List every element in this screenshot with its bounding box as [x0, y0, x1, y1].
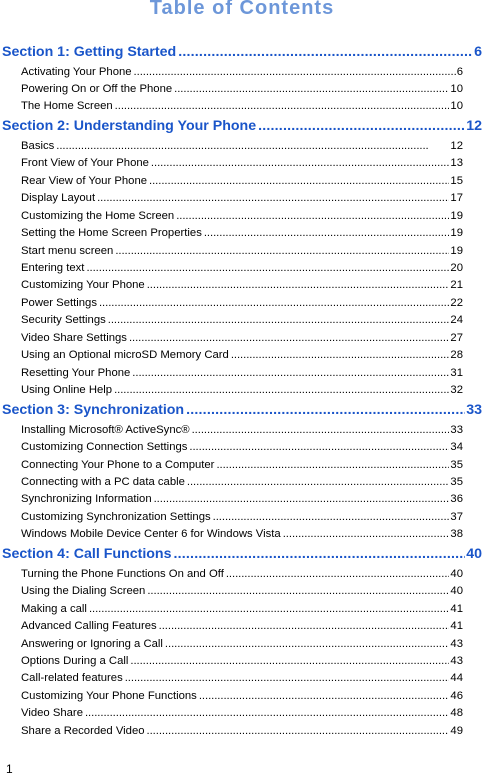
toc-leader-dots: [226, 568, 450, 580]
toc-leader-dots: [134, 66, 456, 78]
toc-leader-dots: [187, 476, 450, 488]
toc-entry-page: 12: [450, 139, 463, 152]
toc-entry-page: 6: [456, 65, 463, 78]
toc-leader-dots: [149, 175, 449, 187]
toc-entry-page: 19: [450, 227, 463, 240]
toc-leader-dots: [125, 672, 450, 684]
toc-leader-dots: [132, 367, 449, 379]
toc-leader-dots: [147, 725, 450, 737]
toc-leader-dots: [115, 245, 449, 257]
toc-entry-page: 37: [450, 510, 463, 523]
toc-entry-label: Entering text: [21, 262, 85, 274]
toc-entry[interactable]: [21, 367, 463, 382]
toc-entry-page: 34: [450, 441, 463, 454]
toc-section-page: 33: [466, 402, 482, 419]
toc-leader-dots: [86, 262, 449, 274]
toc-entry-label: Basics: [21, 139, 55, 152]
toc-leader-dots: [129, 332, 449, 344]
toc-entry[interactable]: [21, 528, 463, 543]
toc-entry[interactable]: [21, 620, 463, 635]
toc-entry[interactable]: [21, 140, 463, 155]
toc-entry-label: Powering On or Off the Phone: [21, 82, 173, 95]
toc-entry-page: 19: [450, 244, 463, 257]
toc-entry-label: Customizing Your Phone: [21, 279, 145, 292]
toc-entry-label: Video Share Settings: [21, 331, 127, 344]
toc-entry[interactable]: [21, 175, 463, 190]
toc-entry-label: Security Settings: [21, 314, 106, 327]
toc-entry[interactable]: [21, 725, 463, 740]
toc-section-page: 40: [466, 546, 482, 563]
toc-entry-page: 41: [450, 602, 463, 615]
toc-leader-dots: [231, 349, 450, 361]
toc-entry[interactable]: [21, 384, 463, 399]
toc-entry-label: Video Share: [21, 707, 83, 720]
toc-entry-label: Customizing Synchronization Settings: [21, 510, 211, 523]
toc-entry-page: 22: [450, 296, 463, 309]
toc-entry-page: 13: [450, 157, 463, 170]
toc-entry-label: Windows Mobile Device Center 6 for Windows Vista: [21, 528, 281, 541]
toc-entry-label: Options During a Call: [21, 655, 129, 667]
toc-leader-dots: [147, 279, 450, 291]
toc-entry-page: 49: [450, 724, 463, 737]
toc-entry-page: 32: [450, 384, 463, 397]
toc-entry-label: Making a call: [21, 602, 87, 615]
toc-leader-dots: [151, 157, 450, 169]
toc-entry[interactable]: [21, 245, 463, 260]
toc-entry[interactable]: [21, 83, 463, 98]
toc-section-heading[interactable]: [2, 546, 484, 565]
toc-entry-page: 10: [450, 82, 463, 95]
toc-entry-label: Customizing Connection Settings: [21, 441, 188, 454]
toc-leader-dots: [114, 384, 449, 396]
toc-leader-dots: [173, 546, 465, 562]
toc-entry[interactable]: [21, 262, 463, 277]
toc-leader-dots: [165, 638, 450, 650]
toc-entry-label: Rear View of Your Phone: [21, 174, 148, 187]
toc-entry-label: Activating Your Phone: [21, 65, 132, 78]
toc-entry-page: 44: [450, 672, 463, 685]
toc-entry-page: 15: [450, 174, 463, 187]
toc-leader-dots: [204, 227, 450, 239]
toc-entry-page: 38: [450, 528, 463, 541]
toc-leader-dots: [216, 459, 449, 471]
toc-leader-dots: [130, 655, 449, 667]
toc-leader-dots: [159, 620, 450, 632]
toc-entry-label: Customizing the Home Screen: [21, 209, 175, 222]
toc-leader-dots: [199, 690, 450, 702]
toc-entry-label: Front View of Your Phone: [21, 157, 149, 170]
toc-entry[interactable]: [21, 585, 463, 600]
toc-entry[interactable]: [21, 349, 463, 364]
toc-leader-dots: [189, 441, 449, 453]
toc-entry-page: 35: [450, 458, 463, 471]
toc-entry[interactable]: [21, 227, 463, 242]
toc-leader-dots: [99, 297, 449, 309]
toc-section-heading[interactable]: [2, 402, 484, 421]
toc-entry-page: 43: [450, 637, 463, 650]
toc-leader-dots: [115, 100, 450, 112]
toc-section-label: Section 2: Understanding Your Phone: [2, 118, 257, 135]
toc-entry[interactable]: [21, 210, 463, 225]
toc-entry-label: Using the Dialing Screen: [21, 585, 146, 598]
toc-leader-dots: [108, 314, 450, 326]
toc-leader-dots: [192, 424, 450, 436]
toc-entry[interactable]: [21, 441, 463, 456]
toc-leader-dots: [213, 511, 450, 523]
toc-entry-page: 21: [450, 279, 463, 292]
toc-entry[interactable]: [21, 638, 463, 653]
toc-entry[interactable]: [21, 707, 463, 722]
toc-entry-label: Resetting Your Phone: [21, 366, 131, 379]
toc-entry-label: Setting the Home Screen Properties: [21, 227, 202, 240]
toc-entry-label: Using Online Help: [21, 384, 113, 397]
toc-entry-page: 31: [450, 366, 463, 379]
toc-entry-label: Advanced Calling Features: [21, 620, 157, 633]
toc-leader-dots: [89, 603, 449, 615]
toc-entry-label: Call-related features: [21, 672, 123, 685]
toc-section-page: 6: [474, 44, 482, 60]
toc-entry-label: Turning the Phone Functions On and Off: [21, 567, 224, 580]
toc-entry-page: 41: [450, 620, 463, 633]
toc-entry-page: 36: [450, 493, 463, 506]
toc-entry-label: The Home Screen: [21, 100, 113, 113]
toc-entry-page: 35: [450, 475, 463, 488]
toc-entry[interactable]: [21, 655, 463, 670]
toc-entry[interactable]: [21, 476, 463, 491]
toc-entry-page: 33: [450, 423, 463, 436]
toc-entry[interactable]: [21, 297, 463, 312]
toc-leader-dots: [147, 585, 449, 597]
toc-entry[interactable]: [21, 459, 463, 474]
toc-entry-label: Synchronizing Information: [21, 493, 152, 506]
toc-entry-page: 27: [450, 331, 463, 344]
toc-entry[interactable]: [21, 332, 463, 347]
toc-entry-label: Power Settings: [21, 296, 97, 309]
toc-entry[interactable]: [21, 192, 463, 207]
toc-leader-dots: [283, 528, 450, 540]
toc-entry[interactable]: [21, 690, 463, 705]
toc-entry[interactable]: [21, 100, 463, 115]
toc-section-label: Section 3: Synchronization: [2, 402, 185, 419]
toc-entry-page: 46: [450, 689, 463, 702]
toc-entry-label: Using an Optional microSD Memory Card: [21, 349, 229, 362]
toc-leader-dots: [154, 493, 450, 505]
toc-section-label: Section 1: Getting Started: [2, 44, 177, 60]
toc-entry[interactable]: [21, 157, 463, 172]
toc-section-label: Section 4: Call Functions: [2, 546, 172, 563]
toc-leader-dots: [186, 402, 465, 418]
toc-leader-dots: [56, 140, 449, 152]
toc-entry[interactable]: [21, 66, 463, 81]
toc-entry-label: Display Layout: [21, 192, 96, 205]
toc-entry-label: Installing Microsoft® ActiveSync®: [21, 423, 190, 436]
toc-entry-page: 40: [450, 567, 463, 580]
toc-entry-page: 17: [450, 192, 463, 205]
toc-leader-dots: [97, 192, 449, 204]
page-number: 1: [6, 762, 13, 776]
toc-entry[interactable]: [21, 314, 463, 329]
toc-entry-page: 19: [450, 209, 463, 222]
toc-entry[interactable]: [21, 568, 463, 583]
toc-section-heading[interactable]: [2, 44, 484, 63]
toc-entry-label: Start menu screen: [21, 244, 114, 257]
toc-entry-label: Connecting Your Phone to a Computer: [21, 458, 215, 471]
toc-entry-page: 43: [450, 655, 463, 667]
toc-entry-page: 10: [450, 100, 463, 113]
toc-leader-dots: [85, 707, 449, 719]
page-title: Table of Contents: [149, 0, 335, 19]
toc-section-page: 12: [466, 118, 482, 135]
toc-entry[interactable]: [21, 511, 463, 526]
toc-entry-page: 28: [450, 349, 463, 362]
toc-leader-dots: [176, 210, 449, 222]
toc-entry-label: Answering or Ignoring a Call: [21, 637, 163, 650]
toc-entry-page: 20: [450, 262, 463, 274]
toc-leader-dots: [174, 83, 449, 95]
toc-entry[interactable]: [21, 672, 463, 687]
toc-entry-label: Share a Recorded Video: [21, 724, 145, 737]
toc-entry-page: 40: [450, 585, 463, 598]
toc-entry-label: Customizing Your Phone Functions: [21, 689, 197, 702]
toc-entry-label: Connecting with a PC data cable: [21, 475, 185, 488]
toc-entry-page: 48: [450, 707, 463, 720]
toc-entry[interactable]: [21, 603, 463, 618]
toc-leader-dots: [178, 44, 473, 60]
toc-entry[interactable]: [21, 279, 463, 294]
toc-entry[interactable]: [21, 424, 463, 439]
toc-entry-page: 24: [450, 314, 463, 327]
toc-section-heading[interactable]: [2, 118, 484, 137]
toc-leader-dots: [258, 118, 465, 134]
toc-entry[interactable]: [21, 493, 463, 508]
